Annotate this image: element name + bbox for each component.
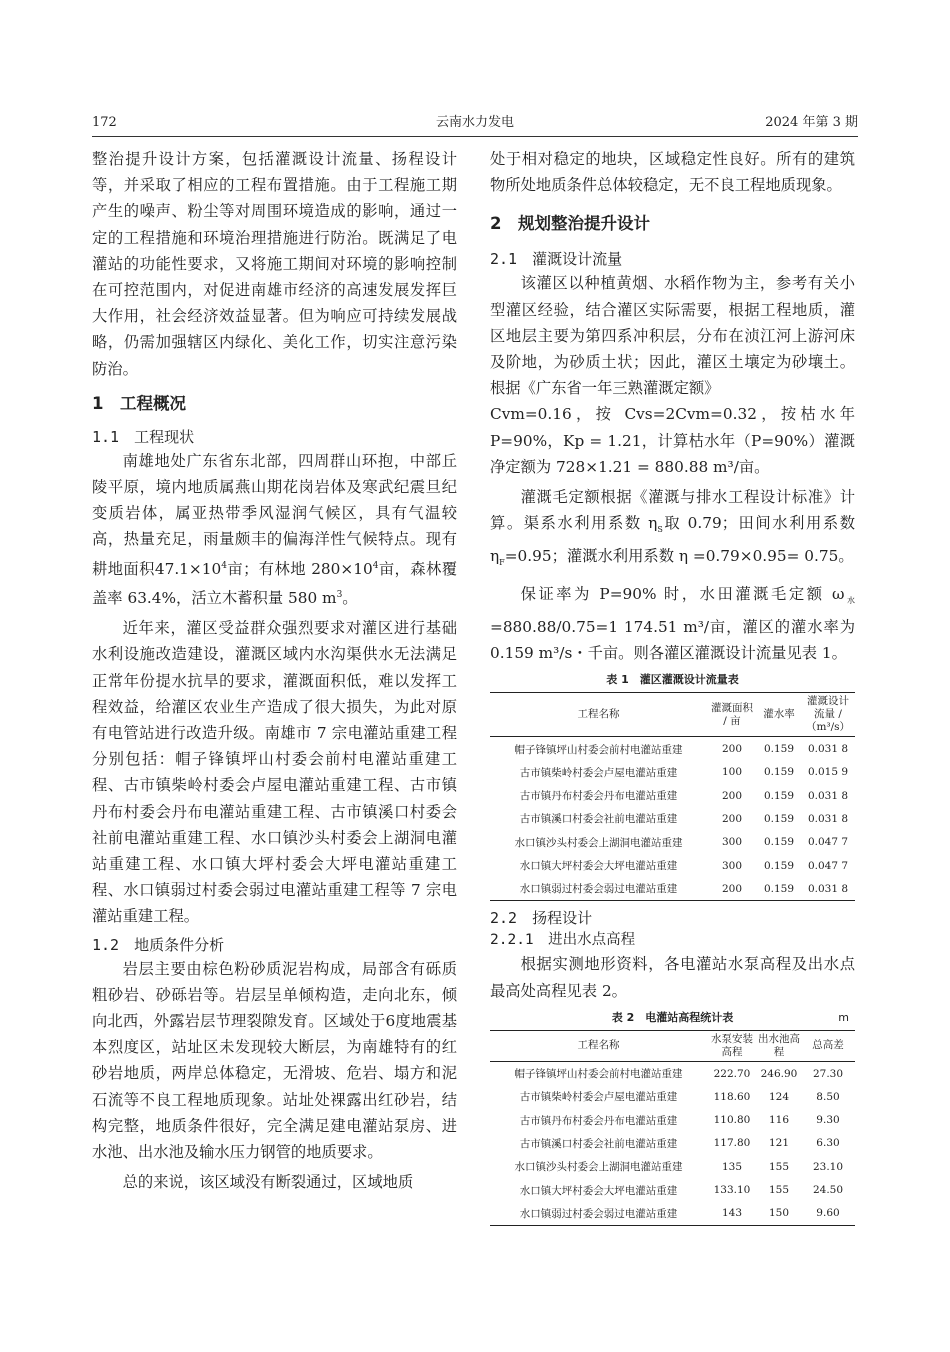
table-cell: 110.80 [713,1114,751,1127]
section-2-1-paragraph: 该灌区以种植黄烟、水稻作物为主，参考有关小型灌区经验，结合灌区实际需要，根据工程地质，灌区地层主要为第四系冲积层，分布在浈江河上游河床及阶地，为砂质土状；因此，灌区土壤定为砂壤土。根据《广东省一年三熟灌溉定额》 [490,274,855,398]
table-2-unit: m [838,1010,849,1024]
table-cell: 9.60 [801,1202,855,1226]
table-cell: 143 [707,1202,757,1226]
table-cell: 0.159 [763,836,795,849]
journal-name: 云南水力发电 [435,115,514,130]
issue-label: 2024 年第 3 期 [765,115,858,130]
table-cell: 121 [768,1137,790,1150]
table-cell: 9.30 [816,1114,840,1127]
table-cell: 200 [721,789,743,802]
table-header-cell: 出水池高程 [757,1030,801,1061]
table-cell: 135 [721,1160,743,1173]
table-cell: 水口镇弱过村委会弱过电灌站重建 [490,877,707,901]
table-cell: 200 [721,812,743,825]
table-cell: 0.159 [763,789,795,802]
section-2-1-paragraph-2: 灌溉毛定额根据《灌溉与排水工程设计标准》计算。渠系水利用系数 $\eta_S$取 0.79；田间水利用系数 $\eta_F=0.95$；灌溉水利用系数 η =0.79×0.95= 0.75。 [490,488,855,568]
table-cell: 帽子锋镇坪山村委会前村电灌站重建 [514,1068,683,1081]
table-cell: 117.80 [713,1137,751,1150]
section-1-1-paragraph-2: 近年来，灌区受益群众强烈要求对灌区进行基础水利设施改造建设，灌溉区域内水沟渠供水无法满足正常年份提水抗旱的要求，灌溉面积低，难以发挥工程效益，给灌区农业生产造成了很大损失，为此对原有电管站进行改造升级。南雄市 7 宗电灌站重建工程分别包括：帽子锋镇坪山村委会前村电灌站重建工程、古市镇柴岭村委会卢屋电灌站重建工程、古市镇丹布村委会丹布电灌站重建工程、古市镇溪口村委会社前电灌站重建工程、水口镇沙头村委会上湖洞电灌站重建工程、水口镇大坪村委会大坪电灌站重建工程、水口镇弱过村委会弱过电灌站重建工程等 7 宗电灌站重建工程。 [92,619,457,926]
table-cell: 155 [768,1160,790,1173]
table-cell: 222.70 [713,1067,751,1080]
table-header-cell: 总高差 [801,1030,855,1061]
table-cell: 0.031 8 [801,877,855,901]
table-cell: 0.159 [763,743,795,756]
right-column [490,146,855,1226]
table-cell: 24.50 [812,1184,844,1196]
table-header-cell: 灌溉设计流量 /（m³/s） [801,693,855,737]
table-cell: 古市镇丹布村委会丹布电灌站重建 [519,1114,678,1127]
section-2-1-paragraph-3: 保证率为 P=90% 时，水田灌溉毛定额 $\omega_水=880.88/0.75=1$ 174.51 m³/亩，灌区的灌水率为0.159 m³/s・千亩。则各灌区灌溉设计流量见表 1。 [490,584,856,663]
table-cell: 155 [768,1184,790,1196]
superscript: 3 [336,589,343,600]
table-cell: 0.031 8 [807,812,849,825]
table-row [490,1202,855,1226]
table-row [490,1132,855,1155]
superscript: 4 [221,560,227,571]
table-1-caption: 表 1 灌区灌溉设计流量表 [606,673,739,687]
left-column [92,146,457,1196]
table-cell: 水口镇沙头村委会上湖洞电灌站重建 [514,1161,683,1174]
table-row [490,761,855,784]
table-1 [490,692,855,901]
table-row [490,1108,855,1131]
superscript: 4 [372,560,379,571]
table-header-row [490,1030,855,1061]
table-header-cell: 工程名称 [490,1030,707,1061]
section-2-2-heading: 2.2 扬程设计 [490,909,593,928]
table-row [490,1085,855,1108]
section-1-2-paragraph: 岩层主要由棕色粉砂质泥岩构成，局部含有砾质粗砂岩、砂砾岩等。岩层呈单倾构造，走向北东，倾向北西，外露岩层节理裂隙发育。区域处于6度地震基本烈度区，站址区未发现较大断层，为南雄特有的红砂岩地质，两岸总体稳定，无滑坡、危岩、塌方和泥石流等不良工程地质现象。站址处裸露出红砂岩，结构完整，地质条件很好，完全满足建电灌站泵房、进水池、出水池及输水压力钢管的地质要求。 [92,959,457,1162]
page-number: 172 [92,115,117,130]
table-cell: 0.159 [757,877,801,901]
table-cell: 古市镇柴岭村委会卢屋电灌站重建 [519,1091,678,1104]
table-cell: 水口镇大坪村委会大坪电灌站重建 [519,1184,678,1197]
table-cell: 246.90 [760,1067,798,1080]
table-cell: 0.015 9 [807,766,849,779]
table-cell: 水口镇沙头村委会上湖洞电灌站重建 [514,836,683,849]
table-cell: 0.031 8 [807,789,849,802]
table-row [490,784,855,807]
table-header-cell: 水泵安装高程 [707,1030,757,1061]
table-row [490,737,855,761]
table-cell: 古市镇溪口村委会社前电灌站重建 [519,1137,678,1150]
section-1-1-paragraph: 南雄地处广东省东北部，四周群山环抱，中部丘陵平原，境内地质属燕山期花岗岩体及寒武纪震旦纪变质岩体，属亚热带季风湿润气候区，具有气温较高，热量充足，雨量颇丰的偏海洋性气候特点。现有耕地面积$47.1\times 10^4$亩；有林地 $280\times 10^4$亩，森林覆盖率 63.4%，活立木蓄积量 580 $m^3$。 [92,451,457,608]
table-header-cell: 灌溉面积 / 亩 [707,693,757,737]
table-cell: 古市镇丹布村委会丹布电灌站重建 [519,790,678,803]
table-cell: 水口镇大坪村委会大坪电灌站重建 [519,860,678,873]
table-cell: 古市镇溪口村委会社前电灌站重建 [519,813,678,826]
section-2-2-1-heading: 2.2.1 进出水点高程 [490,932,636,949]
table-cell: 100 [721,766,743,779]
table-cell: 200 [707,877,757,901]
table-cell: 23.10 [812,1160,844,1173]
table-2 [490,1030,855,1226]
table-cell: 116 [768,1114,790,1127]
table-row [490,854,855,877]
table-cell: 118.60 [713,1090,751,1103]
table-cell: 帽子锋镇坪山村委会前村电灌站重建 [514,743,683,756]
table-cell: 水口镇弱过村委会弱过电灌站重建 [490,1202,707,1226]
table-cell: 150 [757,1202,801,1226]
continued-paragraph: 处于相对稳定的地块，区域稳定性良好。所有的建筑物所处地质条件总体较稳定，无不良工程地质现象。 [490,150,855,195]
running-header [92,113,858,133]
table-cell: 300 [721,836,743,849]
table-header-cell: 灌水率 [757,693,801,737]
table-cell: 0.159 [763,859,795,872]
table-header-row [490,693,855,737]
table-2-caption: 表 2 电灌站高程统计表 m [611,1010,849,1024]
section-1-2-paragraph-2: 总的来说，该区域没有断裂通过，区域地质 [122,1173,414,1192]
table-cell: 0.047 7 [807,859,849,872]
table-cell: 200 [721,743,743,756]
table-cell: 133.10 [713,1184,751,1196]
section-2-2-1-paragraph: 根据实测地形资料，各电灌站水泵高程及出水点最高处高程见表 2。 [490,955,855,1000]
table-cell: 0.159 [763,812,795,825]
intro-paragraph: 整治提升设计方案，包括灌溉设计流量、扬程设计等，并采取了相应的工程布置措施。由于工程施工期产生的噪声、粉尘等对周围环境造成的影响，通过一定的工程措施和环境治理措施进行防治。既满足了电灌站的功能性要求，又将施工期间对环境的影响控制在可控范围内，对促进南雄市经济的高速发展发挥巨大作用，社会经济效益显著。但为响应可持续发展战略，仍需加强辖区内绿化、美化工作，切实注意污染防治。 [92,150,457,378]
table-row [490,1061,855,1085]
table-cell: 0.047 7 [807,836,849,849]
table-cell: 300 [721,859,743,872]
table-row [490,1178,855,1201]
table-header-cell: 工程名称 [490,693,707,737]
table-row [490,1155,855,1178]
section-1-2-heading: 1.2 地质条件分析 [92,935,225,954]
table-cell: 6.30 [816,1137,840,1150]
section-1-1-heading: 1.1 工程现状 [92,427,195,446]
section-1-heading: 1 工程概况 [92,393,186,413]
table-cell: 0.031 8 [807,743,849,756]
table-row [490,807,855,830]
table-cell: 0.159 [763,766,795,779]
table-row [490,877,855,901]
table-cell: 古市镇柴岭村委会卢屋电灌站重建 [519,766,678,779]
cv-formula-line: Cvm=0.16，按 Cvs=2Cvm=0.32，按枯水年 P=90%，Kp = 1.21，计算枯水年（P=90%）灌溉净定额为 728×1.21 = 880.88 m³/亩。 [490,405,855,476]
table-row [490,831,855,854]
section-2-heading: 2 规划整治提升设计 [490,214,650,234]
table-cell: 124 [768,1090,790,1103]
table-cell: 27.30 [812,1067,844,1080]
section-2-1-heading: 2.1 灌溉设计流量 [490,250,623,269]
header-rule [92,136,858,137]
table-cell: 8.50 [816,1090,840,1103]
